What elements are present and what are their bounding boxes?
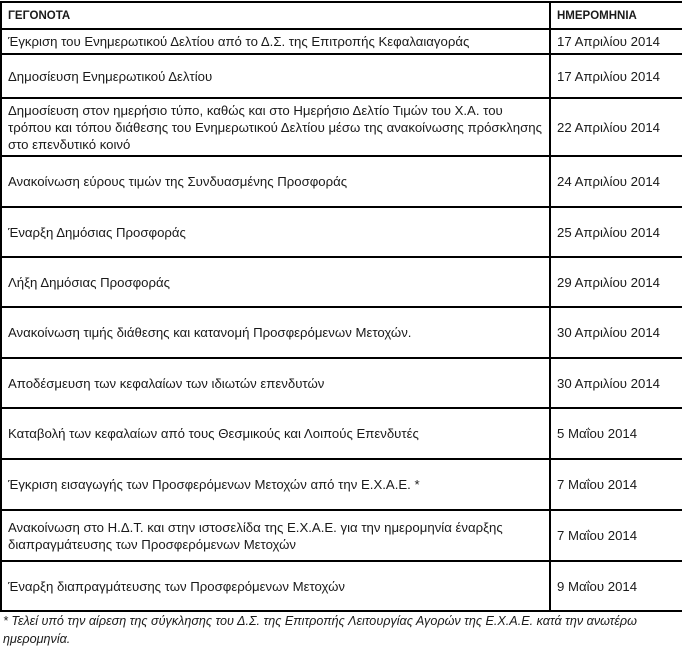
date-cell: 17 Απριλίου 2014 (550, 54, 682, 98)
date-cell: 5 Μαΐου 2014 (550, 408, 682, 459)
table-row (1, 156, 682, 207)
date-cell: 9 Μαΐου 2014 (550, 561, 682, 611)
date-cell: 30 Απριλίου 2014 (550, 358, 682, 408)
table-row (1, 29, 682, 54)
event-cell: Ανακοίνωση στο Η.Δ.Τ. και στην ιστοσελίδα της Ε.Χ.Α.Ε. για την ημερομηνία έναρξης διαπραγμάτευσης των Προσφερόμενων Μετοχών (1, 510, 550, 561)
date-cell: 17 Απριλίου 2014 (550, 29, 682, 54)
footnote: * Τελεί υπό την αίρεση της σύγκλησης του Δ.Σ. της Επιτροπής Λειτουργίας Αγορών της Ε.Χ.Α.Ε. κατά την ανωτέρω ημερομηνία. (3, 614, 637, 646)
header-date: ΗΜΕΡΟΜΗΝΙΑ (550, 2, 682, 29)
date-cell: 24 Απριλίου 2014 (550, 156, 682, 207)
table-row (1, 459, 682, 510)
event-cell: Καταβολή των κεφαλαίων από τους Θεσμικούς και Λοιπούς Επενδυτές (1, 408, 550, 459)
table-row (1, 561, 682, 611)
event-cell: Δημοσίευση Ενημερωτικού Δελτίου (1, 54, 550, 98)
date-cell: 25 Απριλίου 2014 (550, 207, 682, 257)
event-cell: Έναρξη διαπραγμάτευσης των Προσφερόμενων Μετοχών (1, 561, 550, 611)
event-cell: Αποδέσμευση των κεφαλαίων των ιδιωτών επενδυτών (1, 358, 550, 408)
event-cell: Ανακοίνωση εύρους τιμών της Συνδυασμένης Προσφοράς (1, 156, 550, 207)
table-row (1, 257, 682, 307)
header-row (1, 2, 682, 29)
table-row (1, 207, 682, 257)
date-cell: 7 Μαΐου 2014 (550, 459, 682, 510)
event-cell: Δημοσίευση στον ημερήσιο τύπο, καθώς και στο Ημερήσιο Δελτίο Τιμών του Χ.Α. του τρόπου και τόπου διάθεσης του Ενημερωτικού Δελτίου μέσω της ανακοίνωσης πρόσκλησης στο επενδυτικό κοινό (1, 98, 550, 156)
event-cell: Λήξη Δημόσιας Προσφοράς (1, 257, 550, 307)
event-cell: Έγκριση του Ενημερωτικού Δελτίου από το Δ.Σ. της Επιτροπής Κεφαλαιαγοράς (1, 29, 550, 54)
date-cell: 29 Απριλίου 2014 (550, 257, 682, 307)
table-row (1, 307, 682, 358)
table-row (1, 408, 682, 459)
table-row (1, 358, 682, 408)
date-cell: 22 Απριλίου 2014 (550, 98, 682, 156)
header-event: ΓΕΓΟΝΟΤΑ (1, 2, 550, 29)
table-row (1, 98, 682, 156)
event-cell: Ανακοίνωση τιμής διάθεσης και κατανομή Προσφερόμενων Μετοχών. (1, 307, 550, 358)
date-cell: 30 Απριλίου 2014 (550, 307, 682, 358)
table-row (1, 510, 682, 561)
event-cell: Έγκριση εισαγωγής των Προσφερόμενων Μετοχών από την Ε.Χ.Α.Ε. * (1, 459, 550, 510)
table-row (1, 54, 682, 98)
event-cell: Έναρξη Δημόσιας Προσφοράς (1, 207, 550, 257)
timetable (0, 1, 682, 612)
date-cell: 7 Μαΐου 2014 (550, 510, 682, 561)
